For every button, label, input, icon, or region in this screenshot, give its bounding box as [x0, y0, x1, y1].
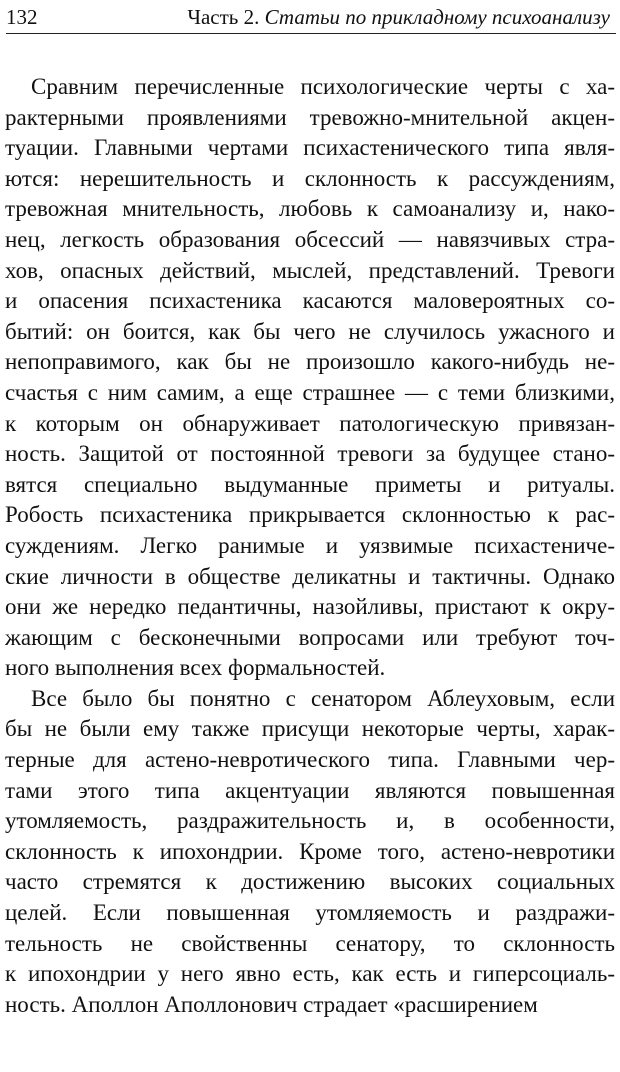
text-line: к которым он обнаруживает патологическую привязан- — [5, 410, 615, 436]
text-line: рактерными проявлениями тревожно-мнительной акцен- — [5, 104, 615, 130]
text-line: бы не были ему также присущи некоторые черты, харак- — [5, 716, 615, 742]
text-line: ность. Аполлон Аполлонович страдает «расширением — [5, 991, 538, 1017]
text-line: Сравним перечисленные психологические черты с ха- — [31, 74, 615, 99]
text-line: к ипохондрии у него явно есть, как есть и гиперсоциаль- — [5, 961, 615, 987]
text-line: ного выполнения всех формальностей. — [5, 655, 386, 681]
text-line: Все было бы понятно с сенатором Аблеуховым, если — [31, 685, 615, 711]
paragraph — [5, 72, 615, 684]
running-header-title — [187, 5, 610, 29]
text-line: тельность не свойственны сенатору, то склонность — [5, 930, 615, 956]
text-line: целей. Если повышенная утомляемость и раздражи- — [5, 900, 615, 926]
text-line: утомляемость, раздражительность и, в особенности, — [5, 808, 615, 834]
text-line: тревожная мнительность, любовь к самоанализу и, нако- — [5, 196, 615, 222]
text-line: терные для астено-невротического типа. Главными чер- — [5, 747, 615, 773]
part-label: Часть 2. — [187, 5, 260, 29]
text-line: ские личности в обществе деликатны и тактичны. Однако — [5, 563, 615, 589]
text-line: часто стремятся к достижению высоких социальных — [5, 869, 615, 895]
text-line: туации. Главными чертами психастенического типа явля- — [5, 135, 615, 161]
text-line: нец, легкость образования обсессий — навязчивых стра- — [5, 226, 615, 252]
part-title: Статьи по прикладному психоанализу — [264, 5, 610, 29]
paragraph — [5, 684, 615, 1021]
text-line: бытий: он боится, как бы чего не случилось ужасного и — [5, 318, 615, 344]
text-line: непоправимого, как бы не произошло какого-нибудь не- — [5, 349, 615, 375]
text-line: они же нередко педантичны, назойливы, пристают к окру- — [5, 594, 615, 620]
body-text — [5, 72, 615, 1020]
text-line: ются: нерешительность и склонность к рассуждениям, — [5, 165, 615, 191]
text-line: тами этого типа акцентуации являются повышенная — [5, 777, 615, 803]
running-header — [6, 2, 616, 34]
text-line: счастья с ним самим, а еще страшнее — с теми близкими, — [5, 379, 615, 405]
text-line: ность. Защитой от постоянной тревоги за будущее стано- — [5, 441, 615, 467]
text-line: склонность к ипохондрии. Кроме того, астено-невротики — [5, 838, 615, 864]
text-line: хов, опасных действий, мыслей, представлений. Тревоги — [5, 257, 615, 283]
page-number: 132 — [6, 5, 38, 29]
text-line: вятся специально выдуманные приметы и ритуалы. — [5, 471, 615, 497]
text-line: жающим с бесконечными вопросами или требуют точ- — [5, 624, 615, 650]
text-line: и опасения психастеника касаются маловероятных со- — [5, 288, 615, 314]
text-line: суждениям. Легко ранимые и уязвимые психастениче- — [5, 532, 615, 558]
text-line: Робость психастеника прикрывается склонностью к рас- — [5, 502, 615, 528]
